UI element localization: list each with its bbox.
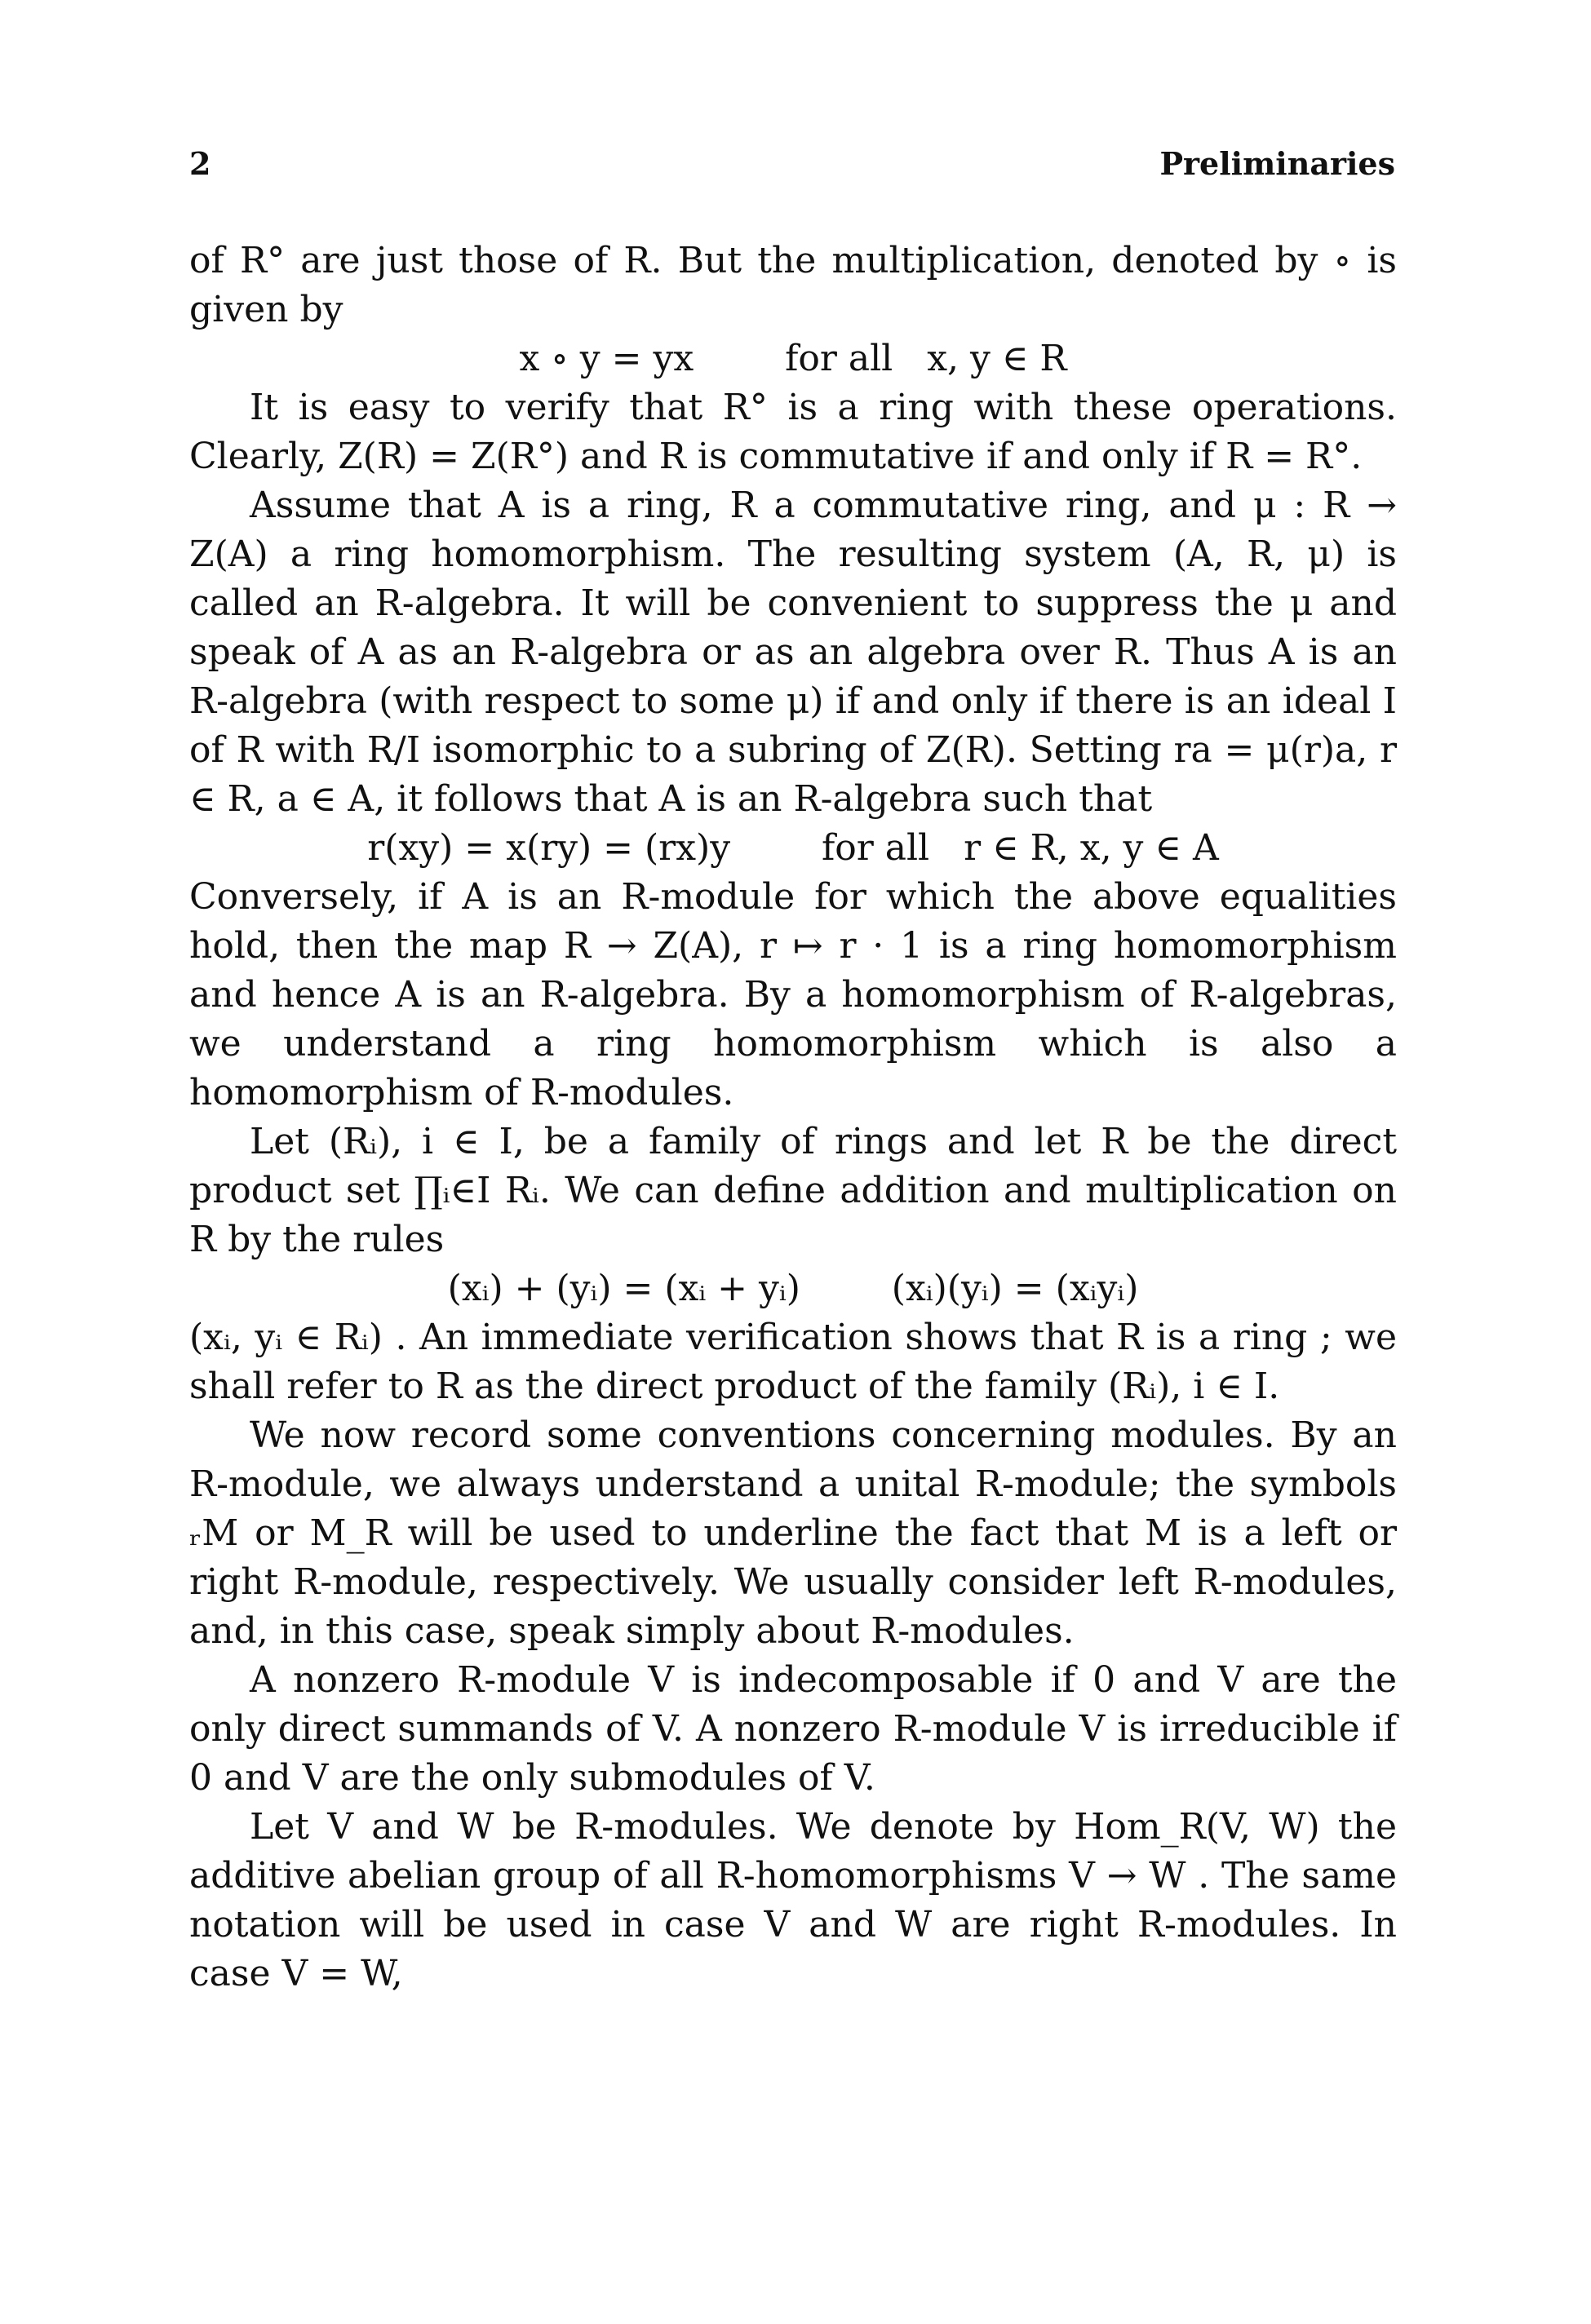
page-number: 2 [189,145,211,182]
display-equation-opposite-product: x ∘ y = yx for all x, y ∈ R [519,338,1067,379]
display-equation-algebra-law: r(xy) = x(ry) = (rx)y for all r ∈ R, x, y ∈ A [367,827,1219,869]
paragraph-module-conventions: We now record some conventions concerning modules. By an R-module, we always understand a unital R-module; the symbols ᵣM or M_R will be used to underline the fact that M is a left or right R-module, respectively. We usually consider left R-modules, and, in this case, speak simply about R-modules. [189,1414,1397,1652]
page-header [189,145,1395,182]
paragraph-r-algebra: Assume that A is a ring, R a commutative ring, and μ : R → Z(A) a ring homomorphism. The resulting system (A, R, μ) is called an R-algebra. It will be convenient to suppress the μ and speak of A as an R-algebra or as an algebra over R. Thus A is an R-algebra (with respect to some μ) if and only if there is an ideal I of R with R/I isomorphic to a subring of Z(R). Setting ra = μ(r)a, r ∈ R, a ∈ A, it follows that A is an R-algebra such that [189,485,1397,820]
page-body [189,237,1397,1999]
paragraph-verification: (xᵢ, yᵢ ∈ Rᵢ) . An immediate verification shows that R is a ring ; we shall refer to R as the direct product of the family (Rᵢ), i ∈ I. [189,1317,1397,1407]
running-title: Preliminaries [1159,145,1395,182]
paragraph-indecomposable: A nonzero R-module V is indecomposable if 0 and V are the only direct summands of V. A nonzero R-module V is irreducible if 0 and V are the only submodules of V. [189,1659,1397,1799]
paragraph-conversely: Conversely, if A is an R-module for which the above equalities hold, then the map R → Z(A), r ↦ r · 1 is a ring homomorphism and hence A is an R-algebra. By a homomorphism of R-algebras, we understand a ring homomorphism which is also a homomorphism of R-modules. [189,876,1397,1113]
paragraph-direct-product: Let (Rᵢ), i ∈ I, be a family of rings and let R be the direct product set ∏ᵢ∈I Rᵢ. We can define addition and multiplication on R by the rules [189,1121,1397,1260]
paragraph-opposite-ring: It is easy to verify that R° is a ring with these operations. Clearly, Z(R) = Z(R°) and R is commutative if and only if R = R°. [189,387,1397,477]
display-equation-product-rules: (xᵢ) + (yᵢ) = (xᵢ + yᵢ) (xᵢ)(yᵢ) = (xᵢyᵢ) [447,1268,1139,1309]
paragraph-opening: of R° are just those of R. But the multiplication, denoted by ∘ is given by [189,240,1397,330]
paragraph-hom: Let V and W be R-modules. We denote by Hom_R(V, W) the additive abelian group of all R-homomorphisms V → W . The same notation will be used in case V and W are right R-modules. In case V = W, [189,1806,1397,1994]
